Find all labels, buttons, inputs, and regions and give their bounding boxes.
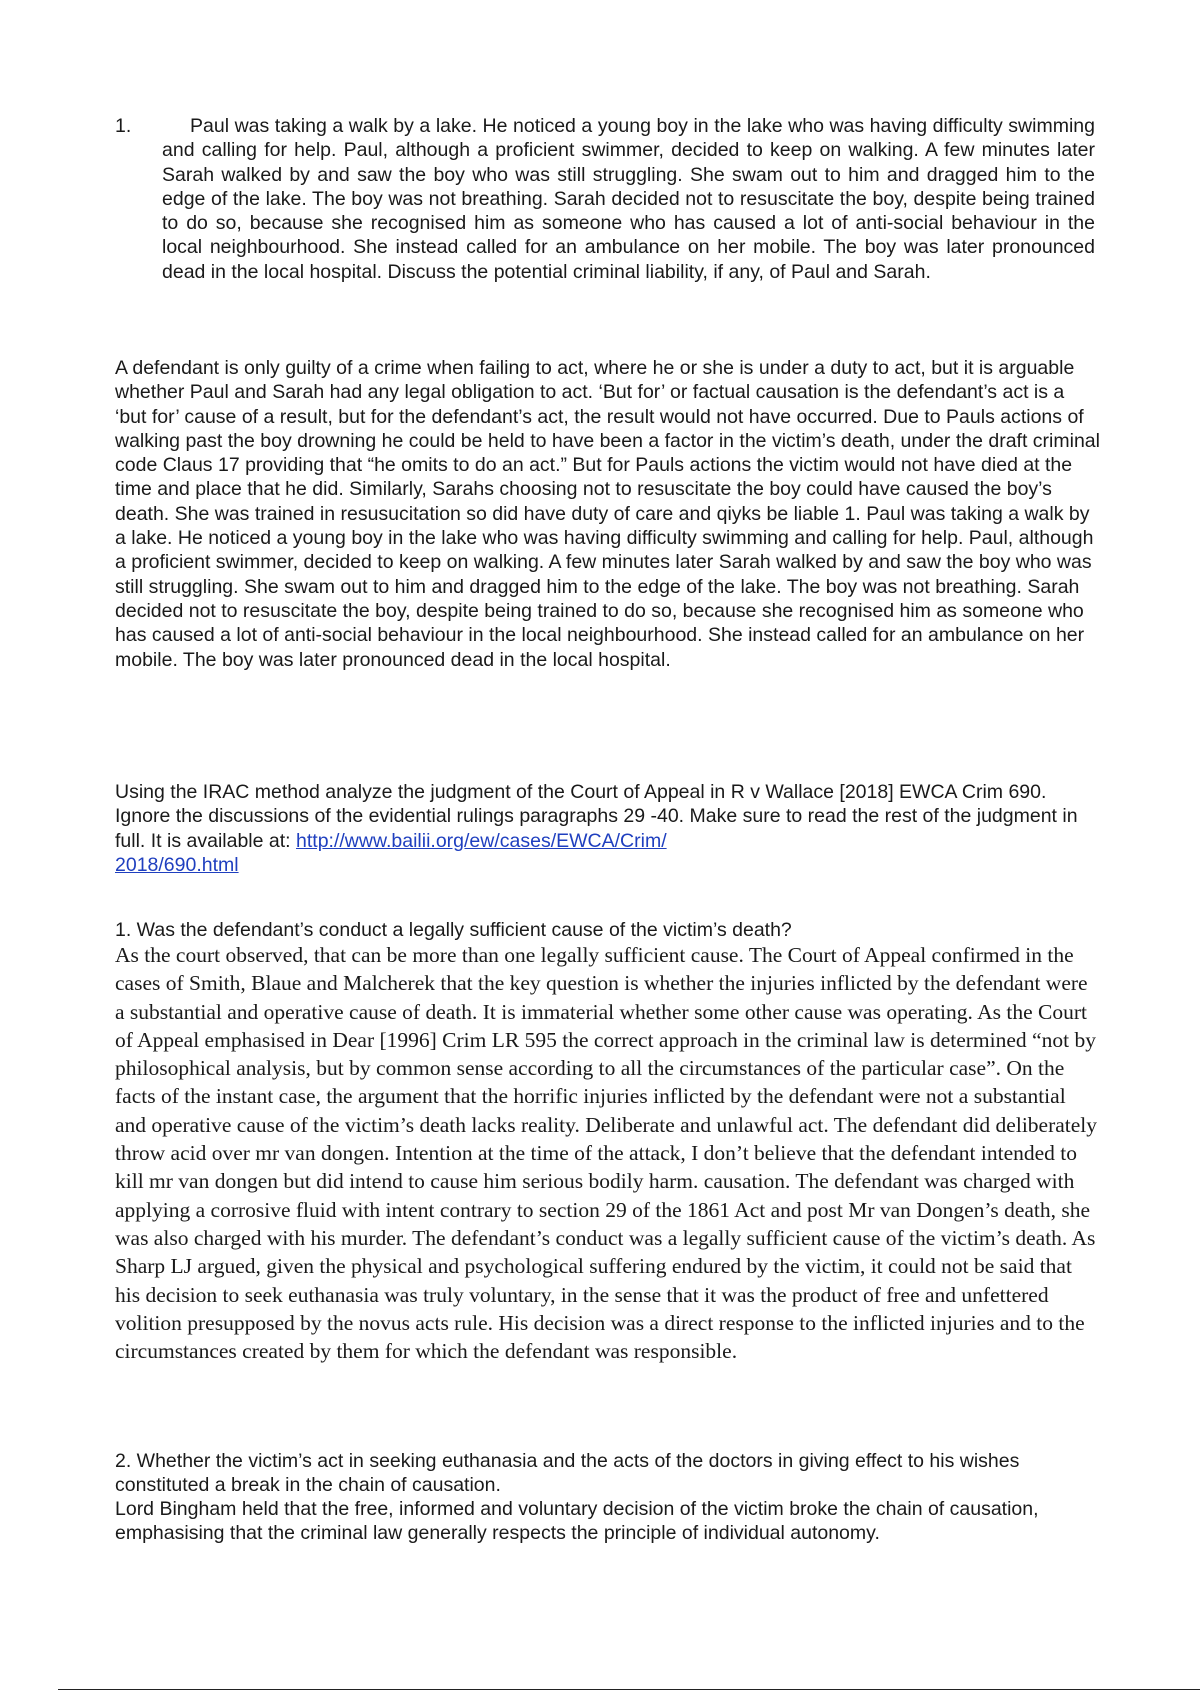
bailii-link-line1: http://www.bailii.org/ew/cases/EWCA/Crim/ [296, 829, 667, 852]
bailii-link-line2: 2018/690.html [115, 853, 239, 876]
issue-1-analysis: As the court observed, that can be more than one legally sufficient cause. The Court of Appeal confirmed in the cases of Smith, Blaue and Malcherek that the key question is whether the injuries inflicted by the defendant were a substantial and operative cause of death. It is immaterial whether some other cause was operating. As the Court of Appeal emphasised in Dear [1996] Crim LR 595 the correct approach in the criminal law is determined “not by philosophical analysis, but by common sense according to all the circumstances of the particular case”. On the facts of the instant case, the argument that the horrific injuries inflicted by the defendant were not a substantial and operative cause of the victim’s death lacks reality. Deliberate and unlawful act. The defendant did deliberately throw acid over mr van dongen. Intention at the time of the attack, I don’t believe that the defendant intended to kill mr van dongen but did intend to cause him serious bodily harm. causation. The defendant was charged with applying a corrosive fluid with intent contrary to section 29 of the 1861 Act and post Mr van Dongen’s death, she was also charged with his murder. The defendant’s conduct was a legally sufficient cause of the victim’s death. As Sharp LJ argued, given the physical and psychological suffering endured by the victim, it could not be said that his decision to seek euthanasia was truly voluntary, in the sense that it was the product of free and unfettered volition presupposed by the novus acts rule. His decision was a direct response to the inflicted injuries and to the circumstances created by them for which the defendant was responsible. [115, 943, 1098, 1364]
issue-2-heading: 2. Whether the victim’s act in seeking euthanasia and the acts of the doctors in giving effect to his wishes constituted a break in the chain of causation. [115, 1450, 1020, 1497]
question-text: Paul was taking a walk by a lake. He noticed a young boy in the lake who was having difficulty swimming and calling for help. Paul, although a proficient swimmer, decided to keep on walking. A few minutes later Sarah walked by and saw the boy who was still struggling. She swam out to him and dragged him to the edge of the lake. The boy was not breathing. Sarah decided not to resuscitate the boy, despite being trained to do so, because she recognised him as someone who has caused a lot of anti-social behaviour in the local neighbourhood. She instead called for an ambulance on her mobile. The boy was later pronounced dead in the local hospital. Discuss the potential criminal liability, if any, of Paul and Sarah. [162, 115, 1095, 283]
issue-1-heading: 1. Was the defendant’s conduct a legally sufficient cause of the victim’s death? [115, 919, 792, 941]
question-number: 1. [115, 115, 132, 137]
irac-instructions [115, 780, 1100, 877]
problem-question [115, 114, 1095, 284]
irac-text: Using the IRAC method analyze the judgment of the Court of Appeal in R v Wallace [2018] EWCA Crim 690. Ignore the discussions of the evidential rulings paragraphs 29 -40. Make sure to read the rest of the judgment in full. It is available at: [115, 781, 1078, 852]
footer-divider [58, 1689, 1200, 1690]
issue-2-analysis: Lord Bingham held that the free, informed and voluntary decision of the victim broke the chain of causation, emphasising that the criminal law generally respects the principle of individual autonomy. [115, 1498, 1039, 1545]
answer-paragraph: A defendant is only guilty of a crime when failing to act, where he or she is under a duty to act, but it is arguable whether Paul and Sarah had any legal obligation to act. ‘But for’ or factual causation is the defendant’s act is a ‘but for’ cause of a result, but for the defendant’s act, the result would not have occurred. Due to Pauls actions of walking past the boy drowning he could be held to have been a factor in the victim’s death, under the draft criminal code Claus 17 providing that “he omits to do an act.” But for Pauls actions the victim would not have died at the time and place that he did. Similarly, Sarahs choosing not to resuscitate the boy could have caused the boy’s death. She was trained in resusucitation so did have duty of care and qiyks be liable 1. Paul was taking a walk by a lake. He noticed a young boy in the lake who was having difficulty swimming and calling for help. Paul, although a proficient swimmer, decided to keep on walking. A few minutes later Sarah walked by and saw the boy who was still struggling. She swam out to him and dragged him to the edge of the lake. The boy was not breathing. Sarah decided not to resuscitate the boy, despite being trained to do so, because she recognised him as someone who has caused a lot of anti-social behaviour in the local neighbourhood. She instead called for an ambulance on her mobile. The boy was later pronounced dead in the local hospital. [115, 357, 1100, 671]
